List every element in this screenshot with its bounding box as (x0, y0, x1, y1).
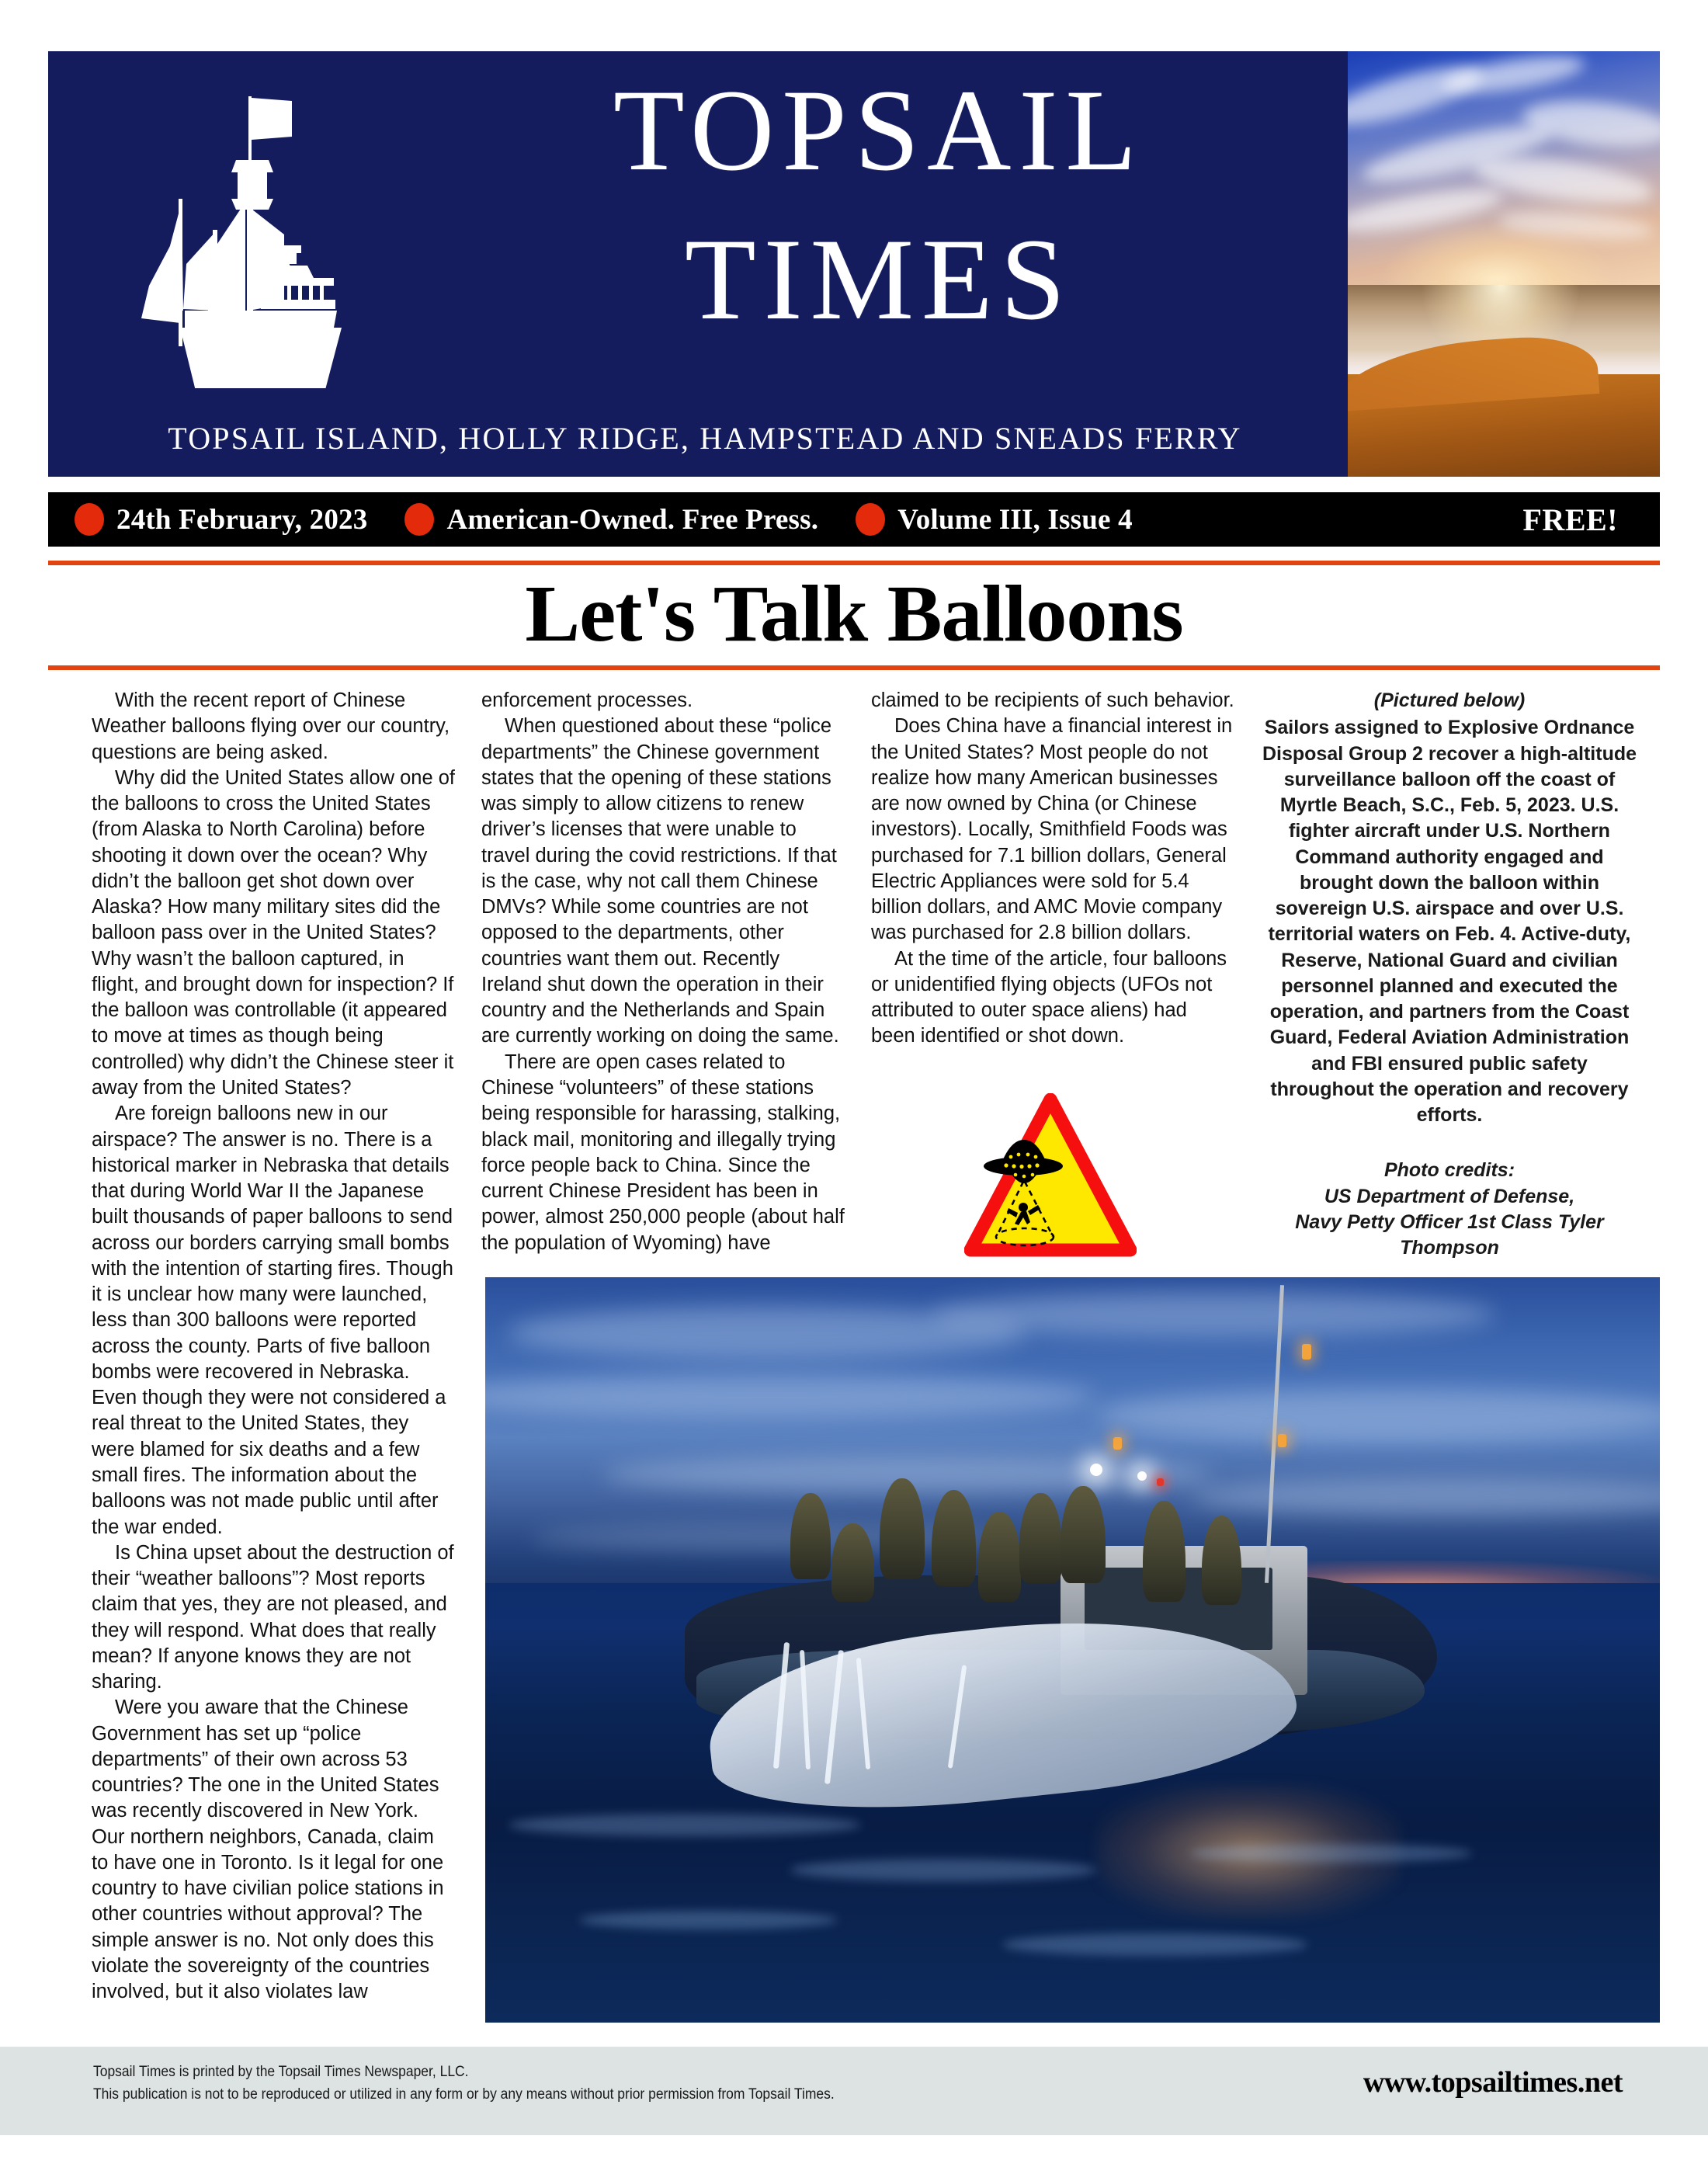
paragraph: Is China upset about the destruction of their “weather balloons”? Most reports claim that yes, they are not pleased, and they will respond. What does that really mean? If anyone knows they are not sharing. (92, 1541, 454, 1693)
red-dot-icon (75, 503, 104, 536)
photo-credits-label: Photo credits: (1383, 1159, 1515, 1182)
photo-credits (1261, 1158, 1638, 1261)
photo-caption-column (1261, 688, 1638, 1261)
website-url[interactable]: www.topsailtimes.net (1363, 2066, 1623, 2099)
footer-line-2: This publication is not to be reproduced or utilized in any form or by any means without prior permission from Topsail Times. (93, 2086, 835, 2103)
volume-issue: Volume III, Issue 4 (897, 503, 1133, 536)
wave-crest (1002, 1933, 1307, 1956)
article-headline: Let's Talk Balloons (525, 569, 1183, 658)
wave-crest (1190, 1844, 1472, 1863)
beach-sunset-photo (1348, 51, 1660, 477)
boat-navigation-light (1278, 1434, 1286, 1447)
boat-red-light (1157, 1478, 1164, 1486)
tagline-group (404, 503, 818, 537)
paragraph: claimed to be recipients of such behavior. (871, 689, 1234, 711)
paragraph: enforcement processes. (481, 689, 693, 711)
paragraph: There are open cases related to Chinese “volunteers” of these stations being responsible for harassing, stalking, black mail, monitoring and illegally trying force people back to China. Since the current Chinese President has been in power, almost 250,000 people (about half the population of Wyoming) have (481, 1051, 845, 1254)
wave-crest (790, 1859, 1095, 1881)
paragraph: Are foreign balloons new in our airspace? The answer is no. There is a historical marker in Nebraska that details that during World War II the Japanese built thousands of paper balloons to send across our borders carrying small bombs with the intention of starting fires. Though it is unclear how many were launched, less than 300 balloons were reported across the county. Parts of five balloon bombs were recovered in Nebraska. Even though they were not considered a real threat to the United States, they were blamed for six deaths and a few small fires. The information about the balloons was not made public until after the war ended. (92, 1103, 453, 1538)
paragraph: When questioned about these “police departments” the Chinese government states that the opening of these stations was simply to allow citizens to renew driver’s licenses that were unable to travel during the covid restrictions. If that is the case, why not call them Chinese DMVs? While some countries are not opposed to the departments, other countries want them out. Recently Ireland shut down the operation in their country and the Netherlands and Spain are currently working on doing the same. (481, 715, 839, 1047)
boat-spotlight (1137, 1471, 1147, 1481)
issue-date: 24th February, 2023 (116, 503, 368, 536)
photo-credits-line-1: US Department of Defense, (1324, 1185, 1575, 1207)
article-column-3 (871, 688, 1234, 1050)
issue-info-bar (48, 492, 1660, 547)
wave-crest (509, 1814, 861, 1836)
paragraph: Were you aware that the Chinese Government has set up “police departments” of their own across 53 countries? The one in the United States was recently discovered in New York. Our northern neighbors, Canada, claim to have one in Toronto. Is it legal for one country to have civilian police stations in other countries without approval? The simple answer is no. Not only does this violate the sovereignty of the countries involved, but it also violates law (92, 1696, 444, 2003)
article-column-2 (481, 688, 845, 1256)
page-title (374, 56, 1348, 354)
ufo-abduction-warning-sign-icon (964, 1093, 1137, 1259)
paragraph: With the recent report of Chinese Weather balloons flying over our country, questions are being asked. (92, 689, 450, 763)
tagline: American-Owned. Free Press. (446, 503, 819, 536)
red-dot-icon (404, 503, 434, 536)
page-footer (0, 2047, 1708, 2135)
photo-caption-text: Sailors assigned to Explosive Ordnance Disposal Group 2 recover a high-altitude surveillance balloon off the coast of Myrtle Beach, S.C., Feb. 5, 2023. U.S. fighter aircraft under U.S. Northern Command authority engaged and brought down the balloon within sovereign U.S. airspace and over U.S. territorial waters on Feb. 4. Active-duty, Reserve, National Guard and civilian personnel planned and executed the operation, and partners from the Coast Guard, Federal Aviation Administration and FBI ensured public safety throughout the operation and recovery efforts. (1262, 717, 1637, 1126)
paragraph: At the time of the article, four balloons or unidentified flying objects (UFOs not attributed to outer space aliens) had been identified or shot down. (871, 947, 1227, 1047)
boat-navigation-light (1113, 1437, 1122, 1450)
crew-member (1019, 1493, 1061, 1582)
masthead-header (48, 51, 1660, 477)
paragraph: Does China have a financial interest in the United States? Most people do not realize how many American businesses are now owned by China (or Chinese investors). Locally, Smithfield Foods was purchased for 7.1 billion dollars, General Electric Appliances were sold for 5.4 billion dollars, and AMC Movie company was purchased for 2.8 billion dollars. (871, 715, 1233, 944)
footer-line-1: Topsail Times is printed by the Topsail Times Newspaper, LLC. (93, 2064, 469, 2080)
divider-rule-top (48, 561, 1660, 565)
boat-navigation-light (1302, 1344, 1311, 1360)
divider-rule-bottom (48, 665, 1660, 670)
footer-legal-text (93, 2061, 835, 2106)
sailing-ship-icon (132, 78, 365, 388)
beach-sand (1348, 374, 1660, 477)
masthead-main-panel (48, 51, 1348, 477)
photo-credits-line-3: Thompson (1400, 1237, 1499, 1259)
volume-group (856, 503, 1133, 537)
title-line-1: TOPSAIL (613, 66, 1144, 195)
title-line-2: TIMES (685, 215, 1073, 344)
issue-date-group (75, 503, 367, 537)
cloud (932, 1292, 1495, 1337)
crew-member (790, 1493, 830, 1578)
navy-boat-balloon-recovery-photo (485, 1277, 1660, 2023)
photo-credits-line-2: Navy Petty Officer 1st Class Tyler (1295, 1210, 1604, 1233)
paragraph: Why did the United States allow one of the balloons to cross the United States (from Alaska to North Carolina) before shooting it down over the ocean? Why didn’t the balloon get shot down over Alaska? How many military sites did the balloon pass over in the United States? Why wasn’t the balloon captured, in flight, and brought down for inspection? If the balloon was controllable (it appeared to move at times as though being controlled) why didn’t the Chinese steer it away from the United States? (92, 766, 455, 1099)
article-column-1 (92, 688, 455, 2006)
pictured-below-label: (Pictured below) (1373, 689, 1526, 711)
red-dot-icon (856, 503, 885, 536)
cloud (1096, 1389, 1660, 1441)
wave-crest (579, 1911, 838, 1929)
price-label: FREE! (1522, 502, 1618, 537)
masthead-subtitle: TOPSAIL ISLAND, HOLLY RIDGE, HAMPSTEAD AND SNEADS FERRY (168, 421, 1242, 456)
